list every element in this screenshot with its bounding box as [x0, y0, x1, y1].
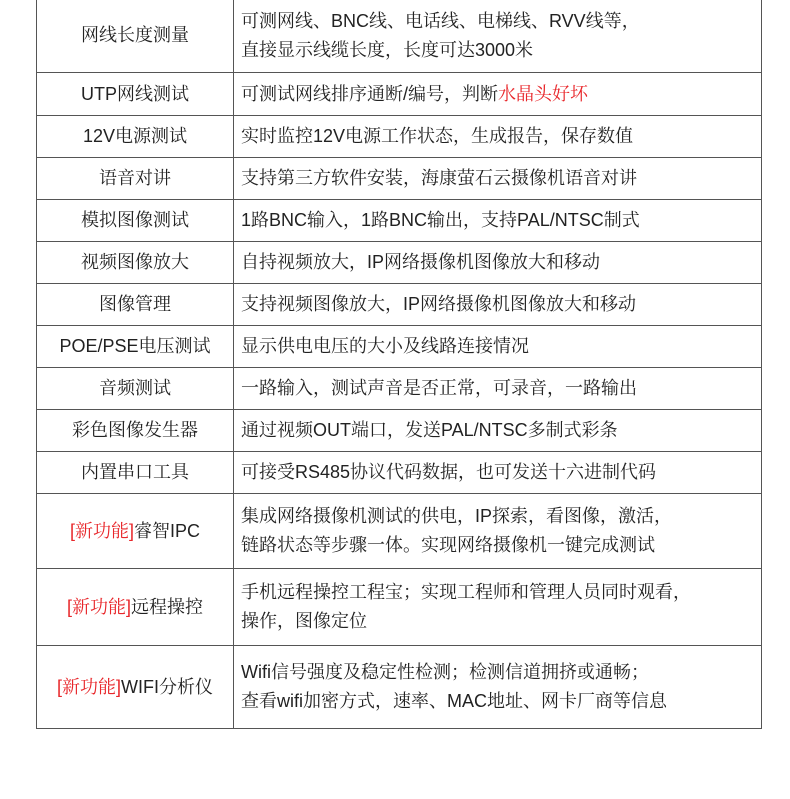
- desc-line: 查看wifi加密方式，速率、MAC地址、网卡厂商等信息: [241, 691, 667, 711]
- feature-description: 1路BNC输入，1路BNC输出，支持PAL/NTSC制式: [234, 200, 762, 242]
- table-row: [37, 158, 762, 200]
- feature-name: 网线长度测量: [37, 0, 234, 73]
- feature-description: [234, 0, 762, 73]
- feature-name: UTP网线测试: [37, 73, 234, 116]
- feature-description: [234, 569, 762, 646]
- table-row: [37, 452, 762, 494]
- feature-description: 通过视频OUT端口，发送PAL/NTSC多制式彩条: [234, 410, 762, 452]
- feature-name: [37, 569, 234, 646]
- desc-line: Wifi信号强度及稳定性检测；检测信道拥挤或通畅；: [241, 662, 649, 682]
- feature-description: 显示供电电压的大小及线路连接情况: [234, 326, 762, 368]
- feature-name: POE/PSE电压测试: [37, 326, 234, 368]
- table-row: [37, 284, 762, 326]
- feature-description: [234, 494, 762, 569]
- table-row: [37, 569, 762, 646]
- feature-name: 内置串口工具: [37, 452, 234, 494]
- desc-line: 可测网线、BNC线、电话线、电梯线、RVV线等，: [241, 10, 640, 31]
- feature-name: 语音对讲: [37, 158, 234, 200]
- feature-name: 模拟图像测试: [37, 200, 234, 242]
- feature-description: 支持第三方软件安装，海康萤石云摄像机语音对讲: [234, 158, 762, 200]
- feature-description: [234, 73, 762, 116]
- desc-line: 集成网络摄像机测试的供电，IP探索，看图像，激活，: [241, 506, 673, 526]
- feature-name: 视频图像放大: [37, 242, 234, 284]
- new-feature-tag: [新功能]: [56, 676, 121, 697]
- feature-label: WIFI分析仪: [121, 676, 213, 697]
- desc-line: 操作，图像定位: [241, 611, 367, 631]
- new-feature-tag: [新功能]: [66, 596, 131, 617]
- feature-description: 可接受RS485协议代码数据，也可发送十六进制代码: [234, 452, 762, 494]
- table-row: [37, 368, 762, 410]
- table-row: [37, 242, 762, 284]
- desc-highlight: 水晶头好坏: [498, 83, 588, 104]
- feature-name: 音频测试: [37, 368, 234, 410]
- feature-description: 实时监控12V电源工作状态，生成报告，保存数值: [234, 116, 762, 158]
- feature-name: 12V电源测试: [37, 116, 234, 158]
- feature-name: 图像管理: [37, 284, 234, 326]
- feature-name: [37, 494, 234, 569]
- feature-description: 一路输入，测试声音是否正常，可录音，一路输出: [234, 368, 762, 410]
- feature-spec-table: [36, 0, 762, 729]
- table-row: [37, 73, 762, 116]
- new-feature-tag: [新功能]: [69, 520, 134, 541]
- table-row: [37, 410, 762, 452]
- table-row: [37, 116, 762, 158]
- feature-label: 睿智IPC: [134, 520, 201, 541]
- desc-line: 链路状态等步骤一体。实现网络摄像机一键完成测试: [241, 535, 655, 555]
- feature-name: [37, 646, 234, 729]
- feature-description: [234, 646, 762, 729]
- table-row: [37, 646, 762, 729]
- feature-description: 支持视频图像放大，IP网络摄像机图像放大和移动: [234, 284, 762, 326]
- table-row: [37, 0, 762, 73]
- table-row: [37, 326, 762, 368]
- feature-name: 彩色图像发生器: [37, 410, 234, 452]
- feature-label: 远程操控: [131, 596, 203, 617]
- desc-line: 直接显示线缆长度，长度可达3000米: [241, 39, 534, 60]
- desc-line: 可测试网线排序通断/编号，判断: [241, 83, 498, 104]
- desc-line: 手机远程操控工程宝；实现工程师和管理人员同时观看，: [241, 582, 691, 602]
- table-row: [37, 494, 762, 569]
- table-row: [37, 200, 762, 242]
- feature-description: 自持视频放大，IP网络摄像机图像放大和移动: [234, 242, 762, 284]
